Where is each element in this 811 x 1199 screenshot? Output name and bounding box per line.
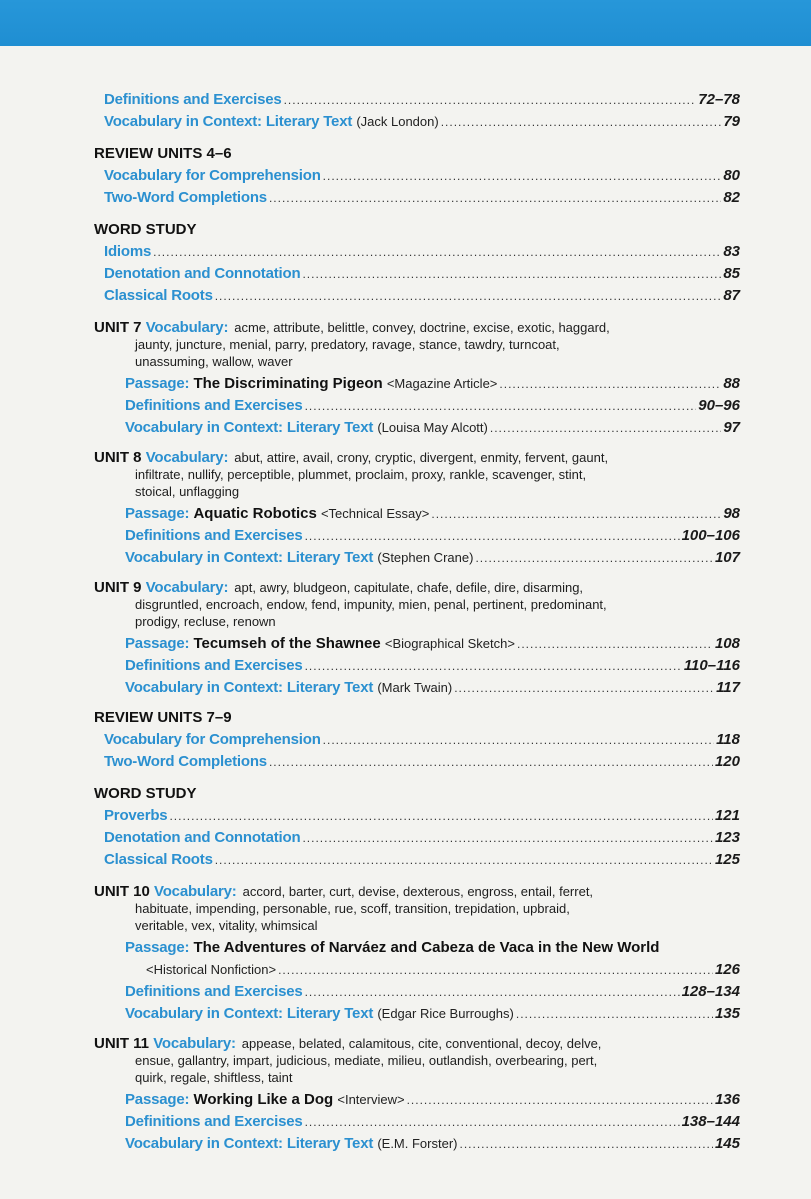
unit-number: UNIT 11 xyxy=(94,1035,150,1052)
leader-dots xyxy=(475,547,713,569)
leader-dots xyxy=(499,373,721,395)
unit-7 xyxy=(94,319,740,439)
leader-dots xyxy=(431,503,721,525)
vocabulary-words: accord, barter, curt, devise, dexterous, engross, entail, ferret, xyxy=(242,884,594,899)
leader-dots xyxy=(517,633,713,655)
toc-entry[interactable]: Definitions and Exercises ..... 128–134 xyxy=(125,981,740,1003)
unit-9 xyxy=(94,579,740,699)
leader-dots xyxy=(490,417,721,439)
vocabulary-words-cont: infiltrate, nullify, perceptible, plummet, proclaim, proxy, rankle, scavenger, stint, xyxy=(135,467,587,482)
table-of-contents xyxy=(94,89,740,1155)
leader-dots xyxy=(407,1089,713,1111)
toc-entry[interactable]: Vocabulary in Context: Literary Text (Edgar Rice Burroughs) ..... 135 xyxy=(125,1003,740,1025)
toc-entry[interactable]: Definitions and Exercises ..... 90–96 xyxy=(125,395,740,417)
section-heading: WORD STUDY xyxy=(94,221,197,238)
leader-dots xyxy=(305,395,697,417)
passage-entry[interactable]: Passage: Tecumseh of the Shawnee <Biographical Sketch> ..... 108 xyxy=(125,633,740,655)
vocabulary-label: Vocabulary: xyxy=(145,579,229,596)
toc-entry[interactable]: Definitions and Exercises ..... 100–106 xyxy=(125,525,740,547)
leader-dots xyxy=(323,165,722,187)
vocabulary-words-cont: unassuming, wallow, waver xyxy=(135,354,293,369)
toc-entry[interactable]: Denotation and Connotation ..... 85 xyxy=(104,263,740,285)
toc-entry[interactable]: Definitions and Exercises ..... 138–144 xyxy=(125,1111,740,1133)
leader-dots xyxy=(215,849,713,871)
leader-dots xyxy=(305,525,680,547)
vocabulary-words-cont: jaunty, juncture, menial, parry, predatory, ravage, stance, tawdry, turncoat, xyxy=(135,337,560,352)
unit-11: UNIT 11 Vocabulary: appease, belated, calamitous, cite, conventional, decoy, delve, ensue, gallantry, impart, judicious, mediate, milieu, outlandish, overbearing, pert, quirk, regale, shiftless, taint Passage: Working Like a Dog <Interview> ..... 136 Definitions and Exercises ..... 138–144 Vocabulary in Context: Literary Text (E.M. Forster) ..... 145 xyxy=(94,1035,740,1155)
vocabulary-label: Vocabulary: xyxy=(153,1035,236,1052)
leader-dots xyxy=(278,959,713,981)
toc-entry[interactable]: Two-Word Completions ..... 82 xyxy=(104,187,740,209)
passage-entry[interactable]: Passage: The Adventures of Narváez and Cabeza de Vaca in the New World xyxy=(125,939,660,956)
unit-8 xyxy=(94,449,740,569)
section-heading: WORD STUDY xyxy=(94,785,197,802)
leader-dots xyxy=(153,241,721,263)
vocabulary-words: abut, attire, avail, crony, cryptic, divergent, enmity, fervent, gaunt, xyxy=(234,450,609,465)
section-heading: REVIEW UNITS 4–6 xyxy=(94,145,232,162)
unit-10: UNIT 10 Vocabulary: accord, barter, curt, devise, dexterous, engross, entail, ferret, habituate, impending, personable, rue, scoff, transition, trepidation, upbraid, veritable, vex, vitality, whimsical Passage: The Adventures of Narváez and Cabeza de Vaca in the New World <Historical Nonfiction> ..... 126 Definitions and Exercises ..... 128–134 Vocabulary in Context: Literary Text (Edgar Rice Burroughs) ..... 135 xyxy=(94,883,740,1025)
passage-entry-cont[interactable]: <Historical Nonfiction> ..... 126 xyxy=(146,959,740,981)
leader-dots xyxy=(284,89,697,111)
passage-entry[interactable]: Passage: Aquatic Robotics <Technical Essay> ..... 98 xyxy=(125,503,740,525)
toc-entry[interactable]: Vocabulary in Context: Literary Text (Louisa May Alcott) ..... 97 xyxy=(125,417,740,439)
unit-number: UNIT 8 xyxy=(94,449,142,466)
toc-entry[interactable]: Vocabulary for Comprehension ..... 80 xyxy=(104,165,740,187)
leader-dots xyxy=(169,805,713,827)
vocabulary-words: acme, attribute, belittle, convey, doctrine, excise, exotic, haggard, xyxy=(234,320,610,335)
toc-entry[interactable]: Vocabulary in Context: Literary Text (Stephen Crane) ..... 107 xyxy=(125,547,740,569)
leader-dots xyxy=(305,655,682,677)
header-bar xyxy=(0,0,811,46)
vocabulary-label: Vocabulary: xyxy=(145,319,229,336)
toc-entry[interactable]: Vocabulary in Context: Literary Text (E.M. Forster) ..... 145 xyxy=(125,1133,740,1155)
passage-entry[interactable]: Passage: The Discriminating Pigeon <Magazine Article> ..... 88 xyxy=(125,373,740,395)
leader-dots xyxy=(215,285,722,307)
toc-entry[interactable]: Vocabulary in Context: Literary Text (Jack London) ..... 79 xyxy=(104,111,740,133)
toc-entry[interactable]: Definitions and Exercises ..... 72–78 xyxy=(104,89,740,111)
toc-entry[interactable]: Vocabulary for Comprehension ..... 118 xyxy=(104,729,740,751)
leader-dots xyxy=(269,751,713,773)
vocabulary-words-cont: stoical, unflagging xyxy=(135,484,240,499)
vocabulary-words-cont: prodigy, recluse, renown xyxy=(135,614,276,629)
unit-number: UNIT 10 xyxy=(94,883,150,900)
toc-entry[interactable]: Definitions and Exercises ..... 110–116 xyxy=(125,655,740,677)
vocabulary-words: appease, belated, calamitous, cite, conventional, decoy, delve, xyxy=(241,1036,602,1051)
vocabulary-label: Vocabulary: xyxy=(154,883,237,900)
toc-entry[interactable]: Vocabulary in Context: Literary Text (Mark Twain) ..... 117 xyxy=(125,677,740,699)
leader-dots xyxy=(269,187,721,209)
leader-dots xyxy=(323,729,714,751)
leader-dots xyxy=(302,263,721,285)
leader-dots xyxy=(459,1133,712,1155)
toc-entry[interactable]: Idioms ..... 83 xyxy=(104,241,740,263)
toc-entry[interactable]: Denotation and Connotation ..... 123 xyxy=(104,827,740,849)
toc-entry[interactable]: Proverbs ..... 121 xyxy=(104,805,740,827)
vocabulary-words-cont: disgruntled, encroach, endow, fend, impunity, mien, penal, pertinent, predominant, xyxy=(135,597,607,612)
leader-dots xyxy=(454,677,714,699)
leader-dots xyxy=(441,111,722,133)
vocabulary-label: Vocabulary: xyxy=(145,449,229,466)
leader-dots xyxy=(302,827,713,849)
passage-entry[interactable]: Passage: Working Like a Dog <Interview> ..... 136 xyxy=(125,1089,740,1111)
leader-dots xyxy=(516,1003,713,1025)
unit-number: UNIT 7 xyxy=(94,319,142,336)
leader-dots xyxy=(305,1111,680,1133)
toc-entry[interactable]: Classical Roots ..... 87 xyxy=(104,285,740,307)
vocabulary-words: apt, awry, bludgeon, capitulate, chafe, defile, dire, disarming, xyxy=(234,580,584,595)
leader-dots xyxy=(305,981,680,1003)
unit-number: UNIT 9 xyxy=(94,579,142,596)
units-7-9 xyxy=(94,319,740,699)
toc-entry[interactable]: Two-Word Completions ..... 120 xyxy=(104,751,740,773)
section-heading: REVIEW UNITS 7–9 xyxy=(94,709,232,726)
toc-entry[interactable]: Classical Roots ..... 125 xyxy=(104,849,740,871)
